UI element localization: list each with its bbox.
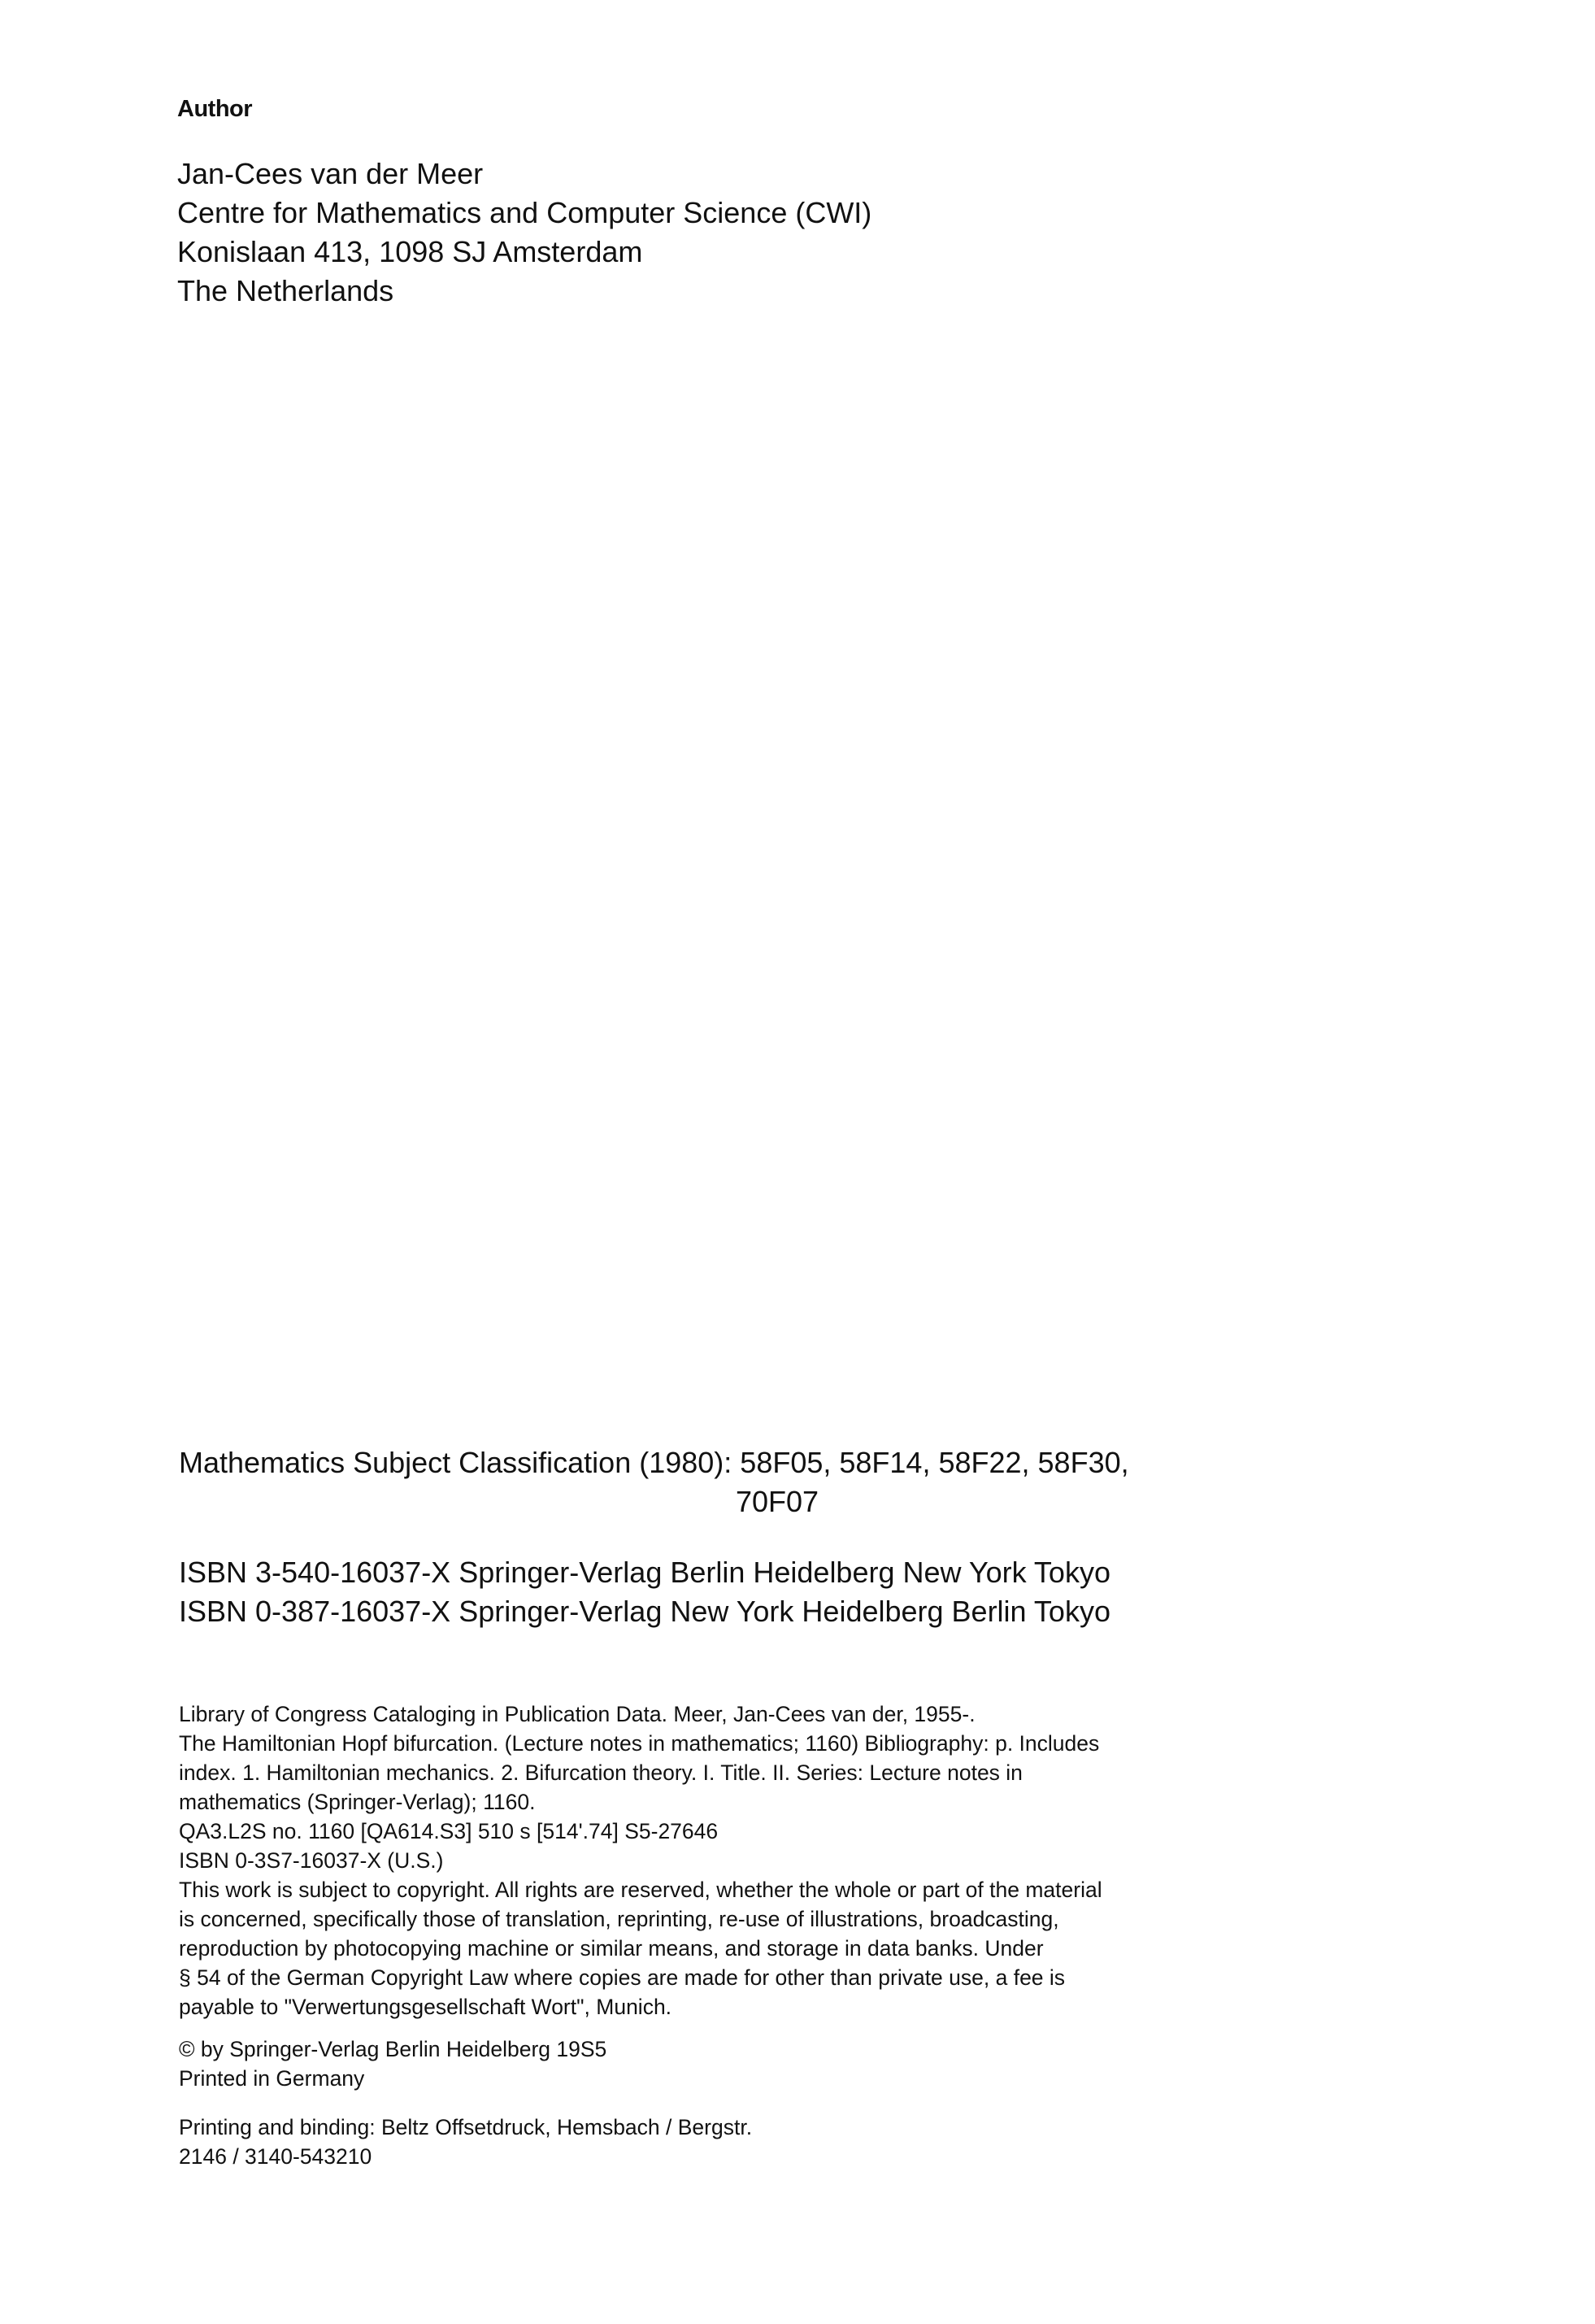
copyright-line: reproduction by photocopying machine or similar means, and storage in data banks. Under <box>179 1936 1044 1961</box>
subject-classification: Mathematics Subject Classification (1980): 58F05, 58F14, 58F22, 58F30, <box>179 1446 1129 1479</box>
isbn-line: ISBN 3-540-16037-X Springer-Verlag Berlin Heidelberg New York Tokyo <box>179 1556 1110 1589</box>
printed-location: Printed in Germany <box>179 2066 365 2091</box>
author-institution: Centre for Mathematics and Computer Science (CWI) <box>177 196 872 229</box>
copyright-line: payable to "Verwertungsgesellschaft Wort", Munich. <box>179 1995 672 2019</box>
publisher-copyright <box>179 2035 606 2093</box>
cip-line: QA3.L2S no. 1160 [QA614.S3] 510 s [514'.74] S5-27646 <box>179 1819 719 1843</box>
cip-line: index. 1. Hamiltonian mechanics. 2. Bifurcation theory. I. Title. II. Series: Lecture notes in <box>179 1760 1023 1785</box>
copyright-holder: © by Springer-Verlag Berlin Heidelberg 19S5 <box>179 2037 607 2061</box>
print-code: 2146 / 3140-543210 <box>179 2144 372 2169</box>
binding-line: Printing and binding: Beltz Offsetdruck, Hemsbach / Bergstr. <box>179 2115 753 2139</box>
isbn-list <box>179 1553 1110 1631</box>
author-address <box>177 154 871 311</box>
copyright-line: This work is subject to copyright. All rights are reserved, whether the whole or part of the material <box>179 1878 1102 1902</box>
subject-classification-continued: 70F07 <box>736 1485 819 1518</box>
cip-line: ISBN 0-3S7-16037-X (U.S.) <box>179 1848 444 1873</box>
copyright-notice <box>179 1875 1102 2022</box>
author-street: Konislaan 413, 1098 SJ Amsterdam <box>177 235 643 268</box>
cip-line: mathematics (Springer-Verlag); 1160. <box>179 1790 536 1814</box>
author-name: Jan-Cees van der Meer <box>177 157 484 190</box>
author-country: The Netherlands <box>177 274 394 307</box>
cataloging-data <box>179 1699 1099 1875</box>
copyright-line: § 54 of the German Copyright Law where copies are made for other than private use, a fee is <box>179 1965 1066 1990</box>
isbn-line: ISBN 0-387-16037-X Springer-Verlag New York Heidelberg Berlin Tokyo <box>179 1595 1110 1628</box>
author-heading: Author <box>177 96 253 122</box>
cip-line: The Hamiltonian Hopf bifurcation. (Lecture notes in mathematics; 1160) Bibliography: p. Includes <box>179 1731 1100 1756</box>
cip-line: Library of Congress Cataloging in Publication Data. Meer, Jan-Cees van der, 1955-. <box>179 1702 976 1726</box>
printing-binding <box>179 2113 752 2171</box>
copyright-line: is concerned, specifically those of translation, reprinting, re-use of illustrations, broadcasting, <box>179 1907 1059 1931</box>
